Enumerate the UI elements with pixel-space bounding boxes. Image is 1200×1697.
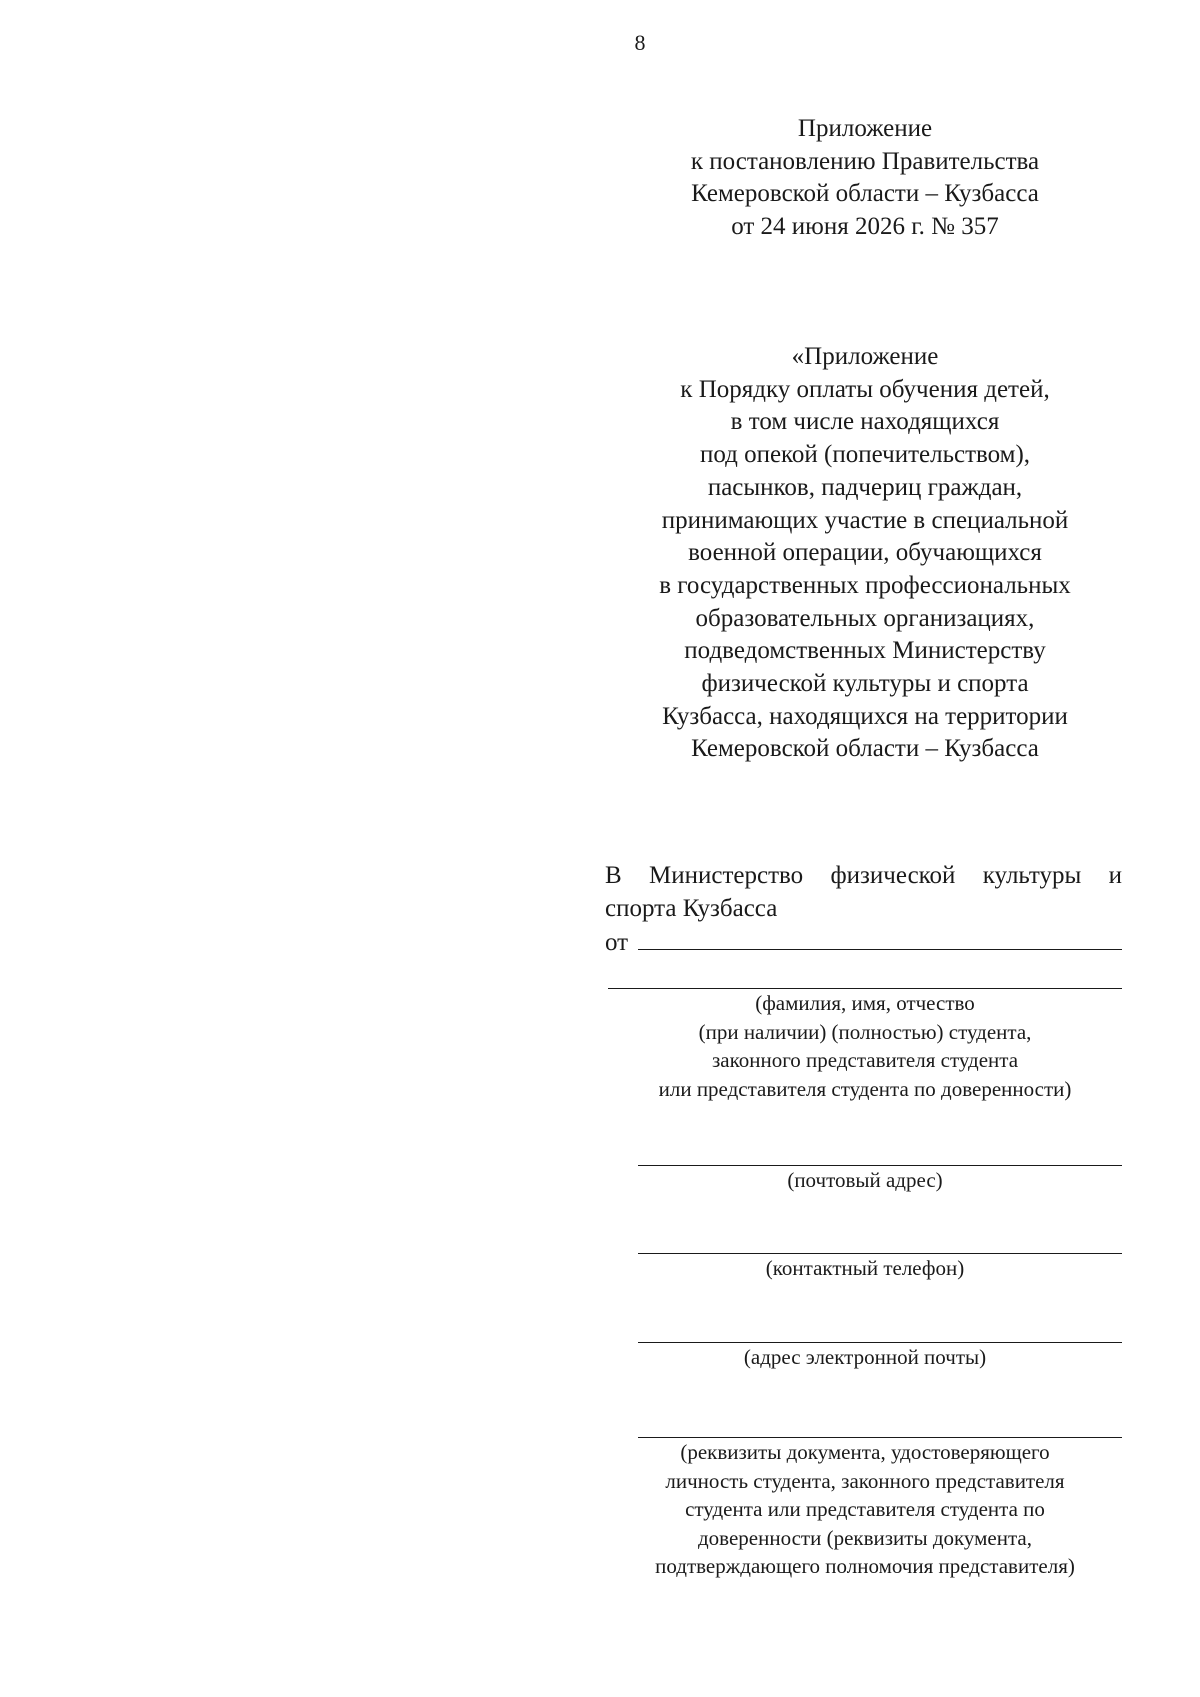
addressee-block [605, 860, 1122, 960]
caption-line: или представителя студента по доверенности) [658, 1076, 1072, 1101]
addressee-word: Министерство [649, 862, 804, 889]
annex-heading [610, 341, 1120, 766]
approval-line: Кемеровской области – Кузбасса [691, 180, 1039, 208]
from-row [605, 925, 1122, 960]
caption-line: законного представителя студента [711, 1048, 1019, 1072]
caption-line: (фамилия, имя, отчество [755, 991, 975, 1015]
addressee-word: В [605, 862, 622, 889]
addressee-word: и [1108, 862, 1122, 889]
caption-line: (контактный телефон) [765, 1256, 965, 1280]
caption-line: (реквизиты документа, удостоверяющего [680, 1440, 1050, 1464]
caption-line: доверенности (реквизиты документа, [697, 1525, 1032, 1550]
caption-line: (при наличии) (полностью) студента, [698, 1019, 1032, 1044]
full-name-caption [608, 989, 1122, 1103]
annex-line: Кемеровской области – Кузбасса [691, 735, 1039, 763]
annex-line: к Порядку оплаты обучения детей, [680, 375, 1050, 403]
postal-address-field [608, 1165, 1122, 1195]
phone-field [608, 1253, 1122, 1283]
annex-line: «Приложение [791, 343, 939, 370]
id-document-caption [608, 1438, 1122, 1581]
approval-line: к постановлению Правительства [690, 147, 1040, 175]
approval-stamp [610, 113, 1120, 244]
phone-caption [608, 1254, 1122, 1283]
approval-line: от 24 июня 2026 г. № 357 [731, 213, 999, 241]
addressee-word: физической [830, 862, 956, 889]
annex-line: пасынков, падчериц граждан, [707, 473, 1023, 501]
caption-line: (адрес электронной почты) [743, 1345, 987, 1369]
annex-line: Кузбасса, находящихся на территории [662, 702, 1068, 730]
annex-line: в том числе находящихся [730, 408, 1000, 436]
approval-line: Приложение [797, 115, 933, 142]
annex-line: физической культуры и спорта [701, 670, 1029, 698]
full-name-field [608, 988, 1122, 1103]
email-caption [608, 1343, 1122, 1372]
caption-line: личность студента, законного представителя [665, 1468, 1065, 1493]
addressee-line-1 [605, 860, 1122, 893]
email-field [608, 1342, 1122, 1372]
annex-line: под опекой (попечительством), [699, 441, 1031, 469]
annex-line: подведомственных Министерству [684, 637, 1046, 665]
addressee-line-2: спорта Кузбасса [605, 894, 778, 922]
id-document-field [608, 1437, 1122, 1581]
caption-line: студента или представителя студента по [685, 1497, 1045, 1521]
annex-line: образовательных организациях, [695, 604, 1035, 632]
page-number: 8 [634, 30, 646, 55]
from-label: от [605, 929, 629, 957]
annex-line: принимающих участие в специальной [661, 506, 1069, 534]
caption-line: (почтовый адрес) [787, 1168, 943, 1192]
annex-line: военной операции, обучающихся [688, 539, 1042, 567]
from-blank-line[interactable] [638, 925, 1122, 950]
caption-line: подтверждающего полномочия представителя) [655, 1554, 1075, 1578]
postal-address-caption [608, 1166, 1122, 1195]
annex-line: в государственных профессиональных [659, 571, 1071, 599]
addressee-word: культуры [982, 862, 1082, 889]
